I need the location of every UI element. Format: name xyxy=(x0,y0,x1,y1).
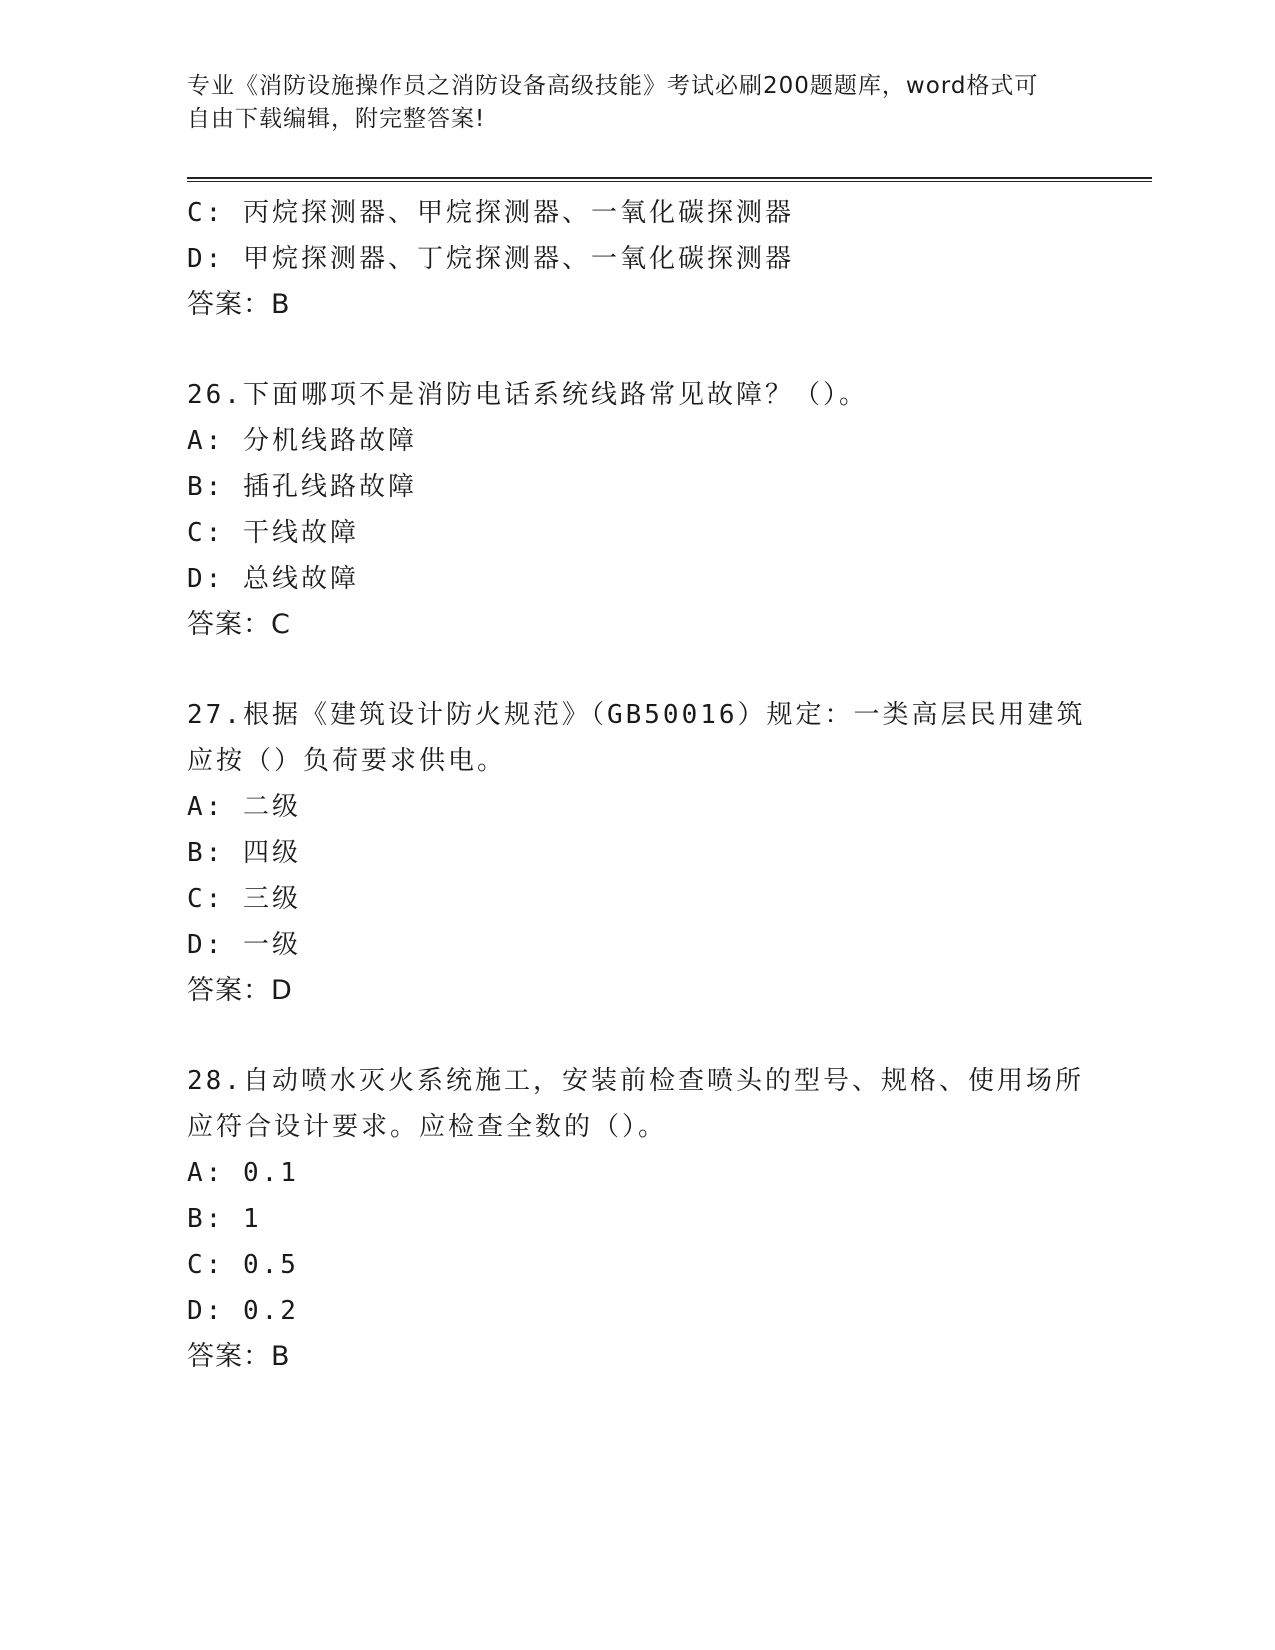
question-text-line-1: 27.根据《建筑设计防火规范》（GB50016）规定：一类高层民用建筑 xyxy=(187,700,1086,730)
option-d: D: 0.2 xyxy=(187,1296,299,1326)
answer-line: 答案：B xyxy=(187,289,291,320)
answer-line: 答案：C xyxy=(187,609,291,640)
option-a: A: 0.1 xyxy=(187,1158,299,1188)
option-c: C: 干线故障 xyxy=(187,518,359,548)
question-text-line-2: 应按（）负荷要求供电。 xyxy=(187,746,507,776)
option-a: A: 分机线路故障 xyxy=(187,426,417,456)
answer-line: 答案：D xyxy=(187,975,293,1006)
document-header xyxy=(187,70,1067,136)
header-divider-thin xyxy=(187,181,1152,182)
option-d: D: 总线故障 xyxy=(187,564,359,594)
question-text: 26.下面哪项不是消防电话系统线路常见故障？（）。 xyxy=(187,380,868,410)
option-b: B: 插孔线路故障 xyxy=(187,472,417,502)
spacer xyxy=(187,648,1087,692)
question-text-line-1: 28.自动喷水灭火系统施工，安装前检查喷头的型号、规格、使用场所 xyxy=(187,1066,1084,1096)
header-line-1: 专业《消防设施操作员之消防设备高级技能》考试必刷200题题库，word格式可 xyxy=(187,73,1039,99)
option-a: A: 二级 xyxy=(187,792,301,822)
question-26 xyxy=(187,372,1087,648)
answer-line: 答案：B xyxy=(187,1341,291,1372)
spacer xyxy=(187,1014,1087,1058)
question-27 xyxy=(187,692,1087,1014)
question-28 xyxy=(187,1058,1087,1380)
option-c: C: 0.5 xyxy=(187,1250,299,1280)
header-divider-thick xyxy=(187,177,1152,179)
option-b: B: 1 xyxy=(187,1204,262,1234)
option-b: B: 四级 xyxy=(187,838,301,868)
question-list xyxy=(187,190,1087,1380)
question-25-continued xyxy=(187,190,1087,328)
header-line-2: 自由下载编辑，附完整答案! xyxy=(187,106,486,132)
option-c: C: 三级 xyxy=(187,884,301,914)
spacer xyxy=(187,328,1087,372)
option-d: D: 甲烷探测器、丁烷探测器、一氧化碳探测器 xyxy=(187,244,794,274)
option-d: D: 一级 xyxy=(187,930,301,960)
option-c: C: 丙烷探测器、甲烷探测器、一氧化碳探测器 xyxy=(187,198,794,228)
question-text-line-2: 应符合设计要求。应检查全数的（）。 xyxy=(187,1112,668,1142)
